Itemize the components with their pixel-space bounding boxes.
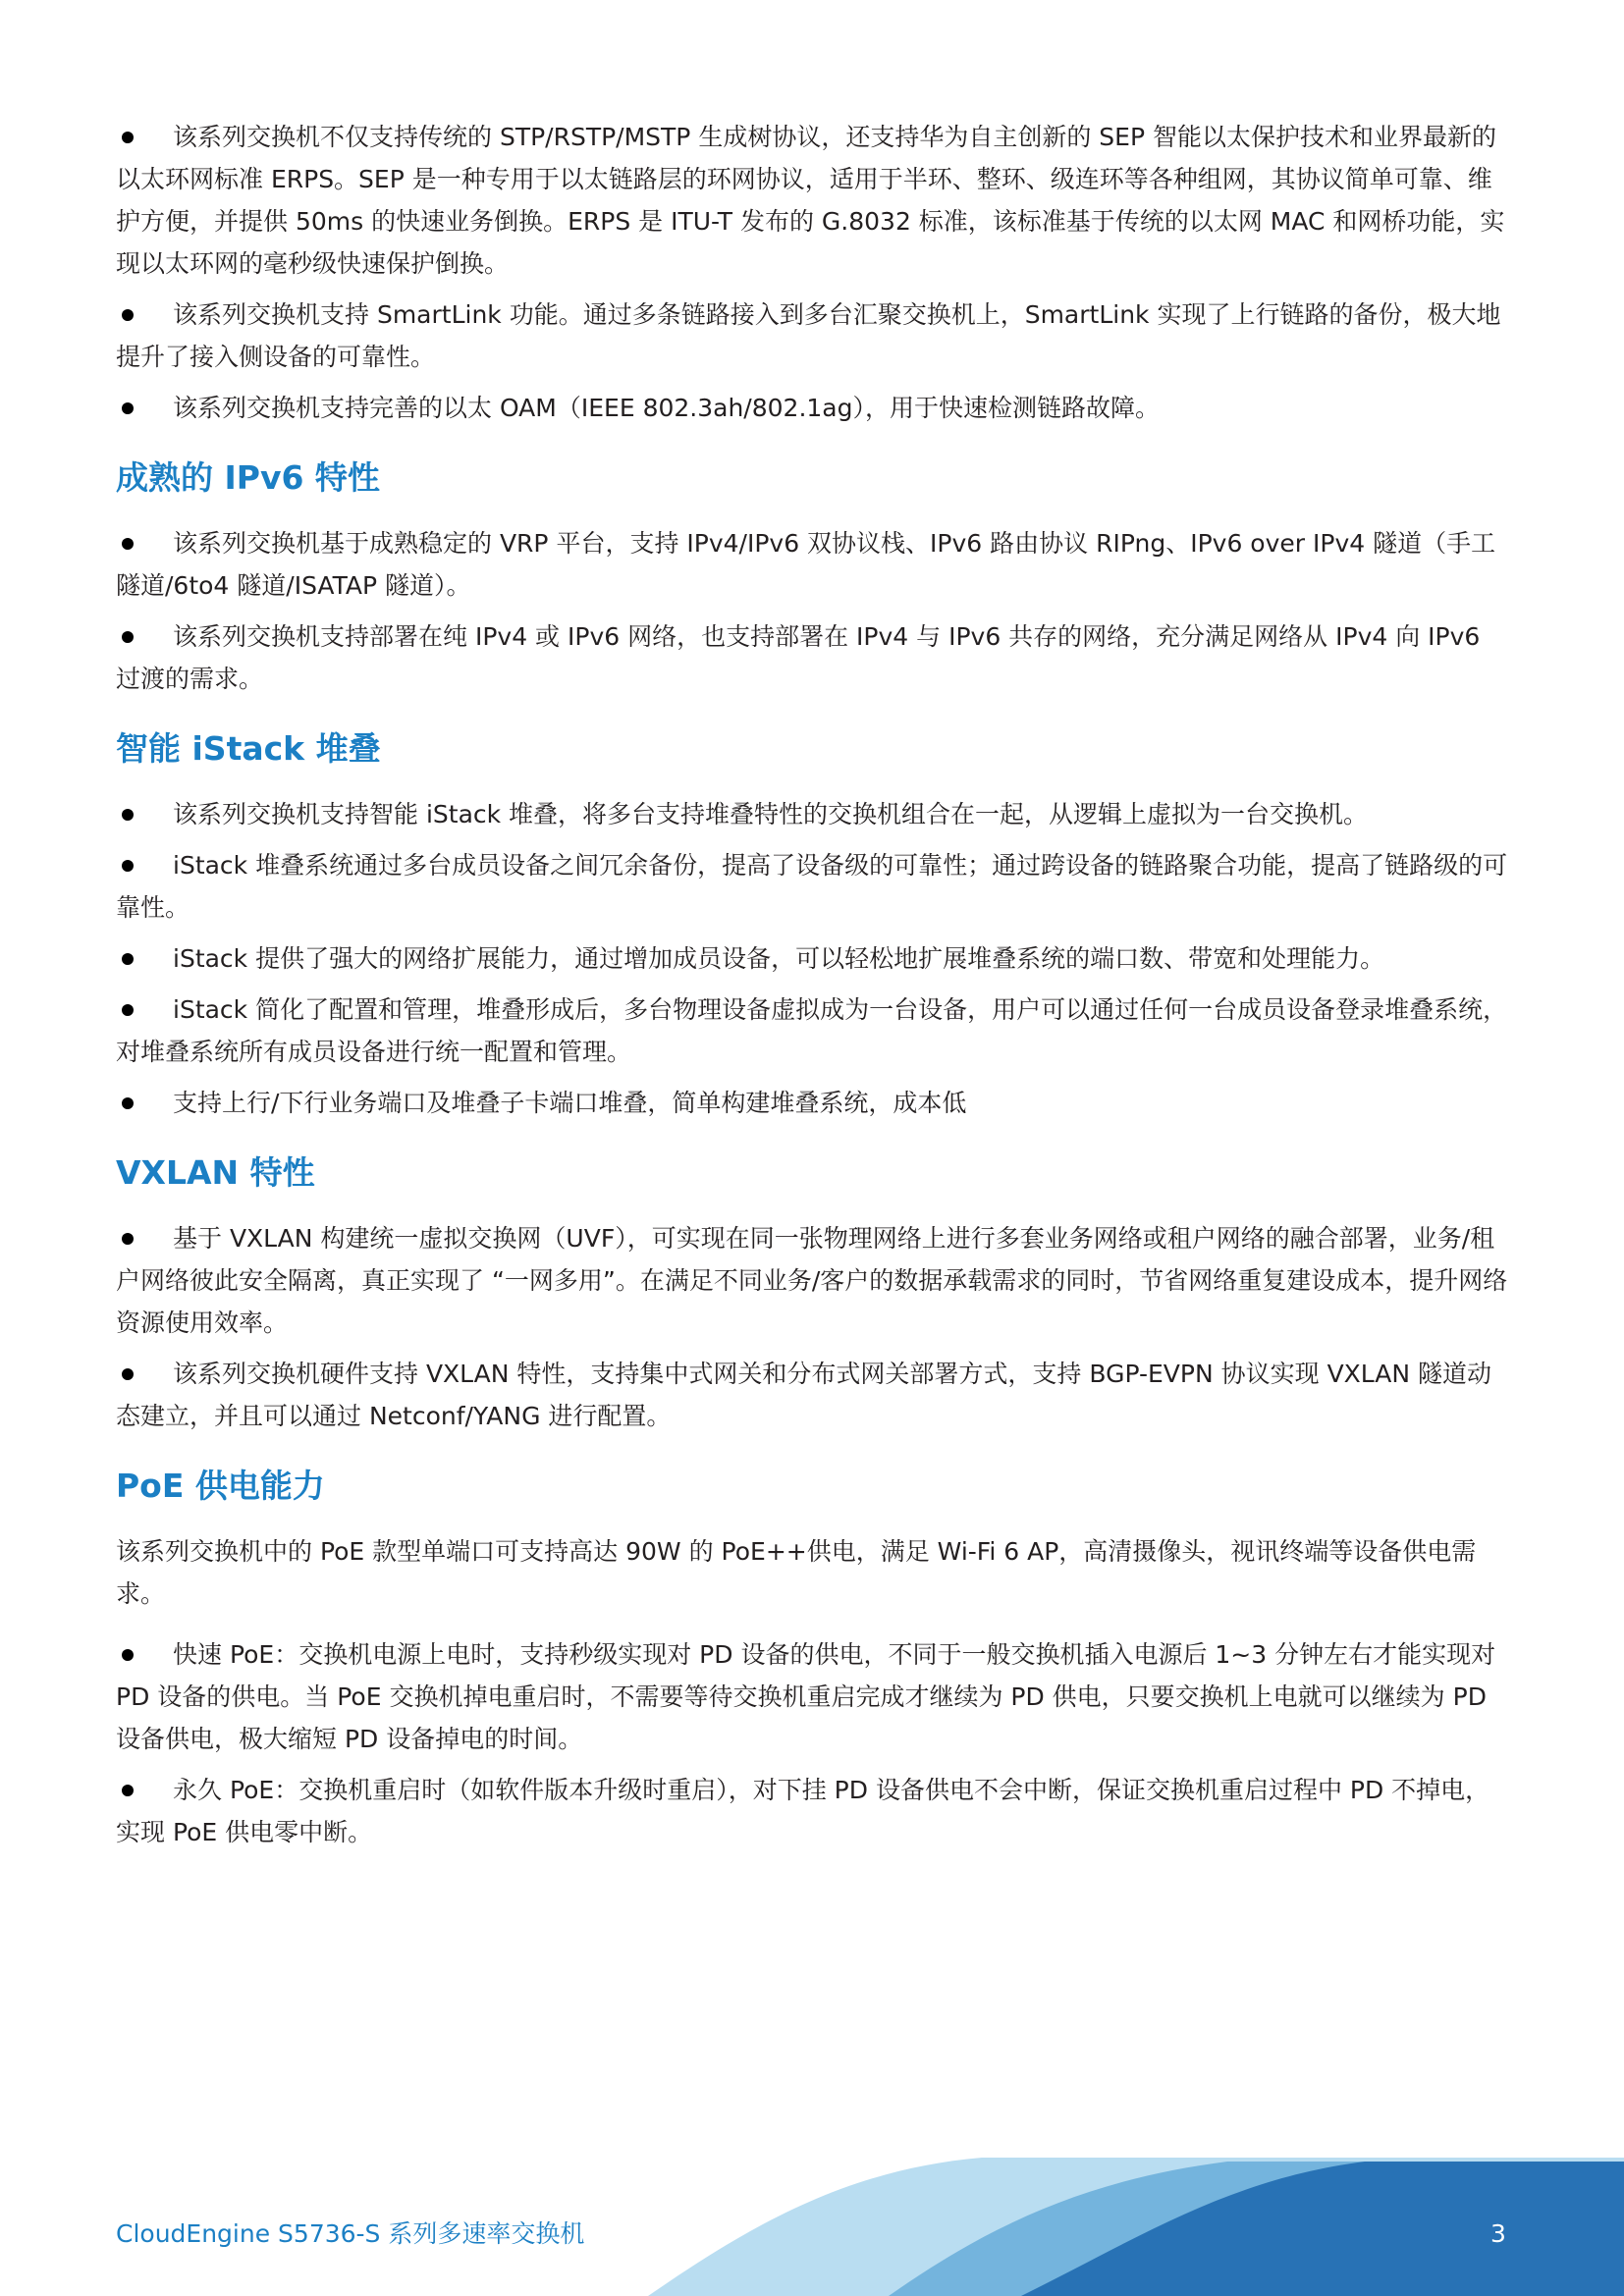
bullet-dot-icon	[122, 809, 134, 821]
bullet-dot-icon	[122, 860, 134, 872]
section	[116, 1151, 1510, 1437]
footer-product-title: CloudEngine S5736-S 系列多速率交换机	[116, 2219, 585, 2248]
section-intro: 该系列交换机中的 PoE 款型单端口可支持高达 90W 的 PoE++供电，满足 Wi-Fi 6 AP，高清摄像头，视讯终端等设备供电需求。	[116, 1537, 1477, 1608]
bullet-text: 该系列交换机支持 SmartLink 功能。通过多条链路接入到多台汇聚交换机上，SmartLink 实现了上行链路的备份，极大地提升了接入侧设备的可靠性。	[116, 300, 1501, 371]
bullet-dot-icon	[122, 1097, 134, 1109]
section-heading: PoE 供电能力	[116, 1467, 325, 1505]
bullet-item	[116, 1082, 1510, 1124]
bullet-item	[116, 522, 1510, 607]
bullet-item	[116, 615, 1510, 700]
page-number: 3	[1490, 2219, 1506, 2248]
bullet-item	[116, 1353, 1510, 1437]
bullet-text: 基于 VXLAN 构建统一虚拟交换网（UVF），可实现在同一张物理网络上进行多套业务网络或租户网络的融合部署，业务/租户网络彼此安全隔离，真正实现了 “一网多用”。在满足不同业务/客户的数据承载需求的同时，节省网络重复建设成本，提升网络资源使用效率。	[116, 1224, 1508, 1337]
section-heading: 智能 iStack 堆叠	[116, 729, 381, 768]
document-body	[116, 116, 1510, 1862]
bullet-item	[116, 1769, 1510, 1853]
section-heading: 成熟的 IPv6 特性	[116, 458, 380, 497]
bullet-text: 该系列交换机支持部署在纯 IPv4 或 IPv6 网络，也支持部署在 IPv4 与 IPv6 共存的网络，充分满足网络从 IPv4 向 IPv6 过渡的需求。	[116, 622, 1481, 693]
bullet-text: iStack 简化了配置和管理，堆叠形成后，多台物理设备虚拟成为一台设备，用户可以通过任何一台成员设备登录堆叠系统，对堆叠系统所有成员设备进行统一配置和管理。	[116, 995, 1508, 1066]
bullet-item	[116, 988, 1510, 1073]
bullet-dot-icon	[122, 1785, 134, 1796]
bullet-text: 该系列交换机支持智能 iStack 堆叠，将多台支持堆叠特性的交换机组合在一起，从逻辑上虚拟为一台交换机。	[173, 800, 1369, 828]
section	[116, 116, 1510, 429]
section	[116, 456, 1510, 700]
bullet-dot-icon	[122, 1233, 134, 1245]
bullet-text: 支持上行/下行业务端口及堆叠子卡端口堆叠，简单构建堆叠系统，成本低	[173, 1089, 967, 1117]
bullet-text: 永久 PoE：交换机重启时（如软件版本升级时重启），对下挂 PD 设备供电不会中断，保证交换机重启过程中 PD 不掉电，实现 PoE 供电零中断。	[116, 1776, 1490, 1846]
bullet-item	[116, 1633, 1510, 1760]
bullet-text: 该系列交换机基于成熟稳定的 VRP 平台，支持 IPv4/IPv6 双协议栈、IPv6 路由协议 RIPng、IPv6 over IPv4 隧道（手工隧道/6to4 隧道/ISATAP 隧道）。	[116, 529, 1496, 600]
bullet-item	[116, 793, 1510, 835]
bullet-dot-icon	[122, 1649, 134, 1661]
section-heading: VXLAN 特性	[116, 1153, 315, 1192]
bullet-item	[116, 844, 1510, 929]
bullet-text: 该系列交换机支持完善的以太 OAM（IEEE 802.3ah/802.1ag），用于快速检测链路故障。	[173, 394, 1160, 422]
bullet-item	[116, 1217, 1510, 1344]
bullet-text: iStack 提供了强大的网络扩展能力，通过增加成员设备，可以轻松地扩展堆叠系统的端口数、带宽和处理能力。	[173, 944, 1385, 973]
bullet-dot-icon	[122, 402, 134, 414]
bullet-dot-icon	[122, 953, 134, 965]
bullet-text: 该系列交换机不仅支持传统的 STP/RSTP/MSTP 生成树协议，还支持华为自主创新的 SEP 智能以太保护技术和业界最新的以太环网标准 ERPS。SEP 是一种专用于以太链路层的环网协议，适用于半环、整环、级连环等各种组网，其协议简单可靠、维护方便，并提供 50ms 的快速业务倒换。ERPS 是 ITU-T 发布的 G.8032 标准，该标准基于传统的以太网 MAC 和网桥功能，实现以太环网的毫秒级快速保护倒换。	[116, 123, 1505, 278]
bullet-dot-icon	[122, 132, 134, 143]
bullet-dot-icon	[122, 1004, 134, 1016]
bullet-text: iStack 堆叠系统通过多台成员设备之间冗余备份，提高了设备级的可靠性；通过跨设备的链路聚合功能，提高了链路级的可靠性。	[116, 851, 1508, 922]
bullet-text: 该系列交换机硬件支持 VXLAN 特性，支持集中式网关和分布式网关部署方式，支持 BGP-EVPN 协议实现 VXLAN 隧道动态建立，并且可以通过 Netconf/YANG 进行配置。	[116, 1360, 1492, 1430]
bullet-dot-icon	[122, 309, 134, 321]
bullet-item	[116, 937, 1510, 980]
bullet-item	[116, 387, 1510, 429]
bullet-text: 快速 PoE：交换机电源上电时，支持秒级实现对 PD 设备的供电，不同于一般交换机插入电源后 1~3 分钟左右才能实现对 PD 设备的供电。当 PoE 交换机掉电重启时，不需要等待交换机重启完成才继续为 PD 供电，只要交换机上电就可以继续为 PD 设备供电，极大缩短 PD 设备掉电的时间。	[116, 1640, 1496, 1753]
bullet-dot-icon	[122, 538, 134, 550]
section	[116, 1465, 1510, 1853]
section	[116, 727, 1510, 1124]
bullet-item	[116, 294, 1510, 378]
bullet-dot-icon	[122, 1368, 134, 1380]
bullet-item	[116, 116, 1510, 285]
bullet-dot-icon	[122, 631, 134, 643]
